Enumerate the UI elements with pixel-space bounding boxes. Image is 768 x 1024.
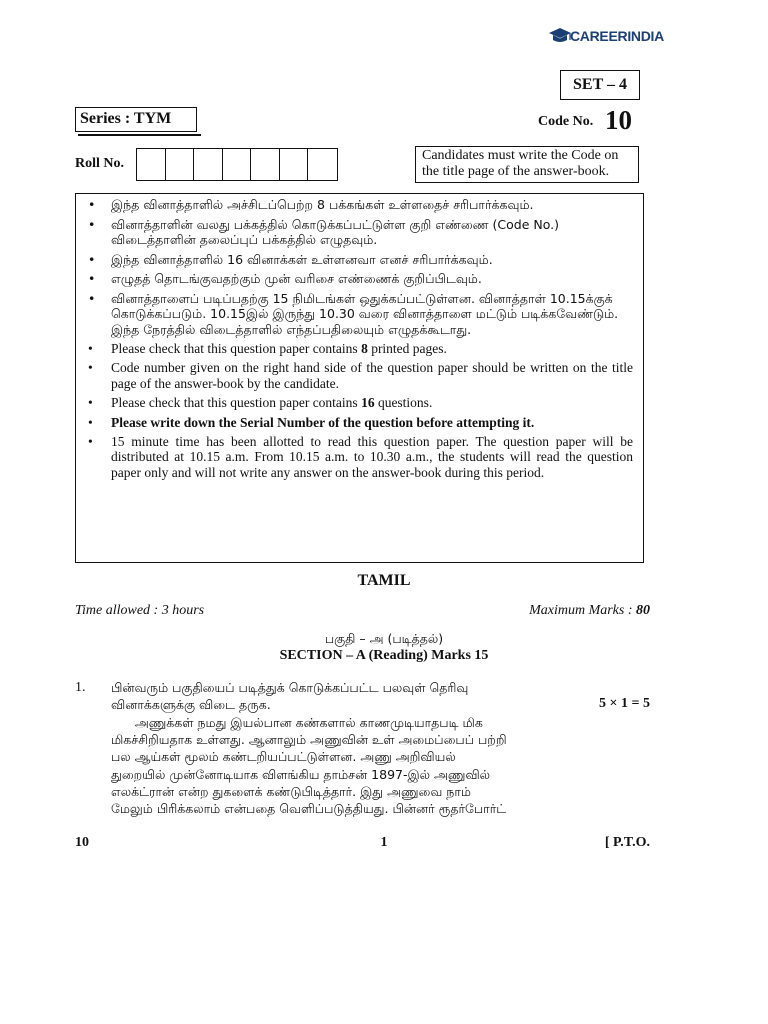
bullet-icon: •: [88, 251, 96, 267]
instruction-text: வினாத்தாளின் வலது பக்கத்தில் கொடுக்கப்பட்டுள்ள குறி எண்ணை (Code No.) விடைத்தாளின் தலைப்புப் பக்கத்தில் எழுதவும்.: [111, 216, 560, 247]
instruction-text: Please write down the Serial Number of the question before attempting it.: [111, 414, 535, 430]
passage-line: துறையில் முன்னோடியாக விளங்கிய தாம்சன் 1897-இல் அணுவில்: [111, 766, 491, 782]
instruction-tamil: [76, 252, 643, 268]
prompt-line: பின்வரும் பகுதியைப் படித்துக் கொடுக்கப்பட்ட பலவுள் தெரிவு: [111, 680, 469, 695]
code-value: 10: [605, 105, 632, 135]
instruction-text: Code number given on the right hand side of the question paper should be written on the title page of the answer-book by the candidate.: [111, 360, 633, 391]
careerindia-logo: [548, 22, 668, 50]
instruction-text: Please check that this question paper contains: [111, 341, 362, 356]
roll-cell: [194, 149, 223, 180]
bullet-icon: •: [88, 216, 96, 232]
code-label: Code No.: [538, 114, 594, 129]
section-title: SECTION – A (Reading) Marks 15: [279, 648, 489, 663]
passage-line: அணுக்கள் நமது இயல்பான கண்களால் காணமுடியாதபடி மிக: [111, 715, 483, 730]
roll-label: Roll No.: [75, 156, 124, 171]
max-marks-value: 80: [636, 603, 650, 618]
maximum-marks: [529, 603, 650, 619]
part-title-tamil: பகுதி – அ (படித்தல்): [324, 631, 444, 646]
question-prompt: [111, 679, 649, 713]
roll-number-grid: [136, 148, 338, 181]
pto-label: [ P.T.O.: [604, 835, 650, 850]
graduation-cap-icon: [548, 26, 572, 46]
instruction-tamil: [76, 197, 643, 213]
instructions-list: [76, 197, 643, 484]
instruction-tamil: [76, 271, 643, 287]
bullet-icon: •: [88, 395, 93, 411]
roll-cell: [137, 149, 166, 180]
instruction-text: Please check that this question paper contains: [111, 395, 362, 411]
bullet-icon: •: [88, 197, 96, 212]
subject-title: TAMIL: [357, 572, 411, 589]
candidate-note: Candidates must write the Code on the title page of the answer-book.: [415, 146, 639, 183]
instruction-text: printed pages.: [367, 341, 447, 356]
instructions-box: [75, 193, 644, 563]
instruction-english: [76, 341, 643, 356]
instruction-tamil: [76, 291, 643, 338]
passage-line: மேலும் பிரிக்கலாம் என்பதை வெளிப்படுத்தியது. பின்னர் ரூதர்போர்ட்: [111, 801, 507, 817]
time-allowed: Time allowed : 3 hours: [75, 603, 205, 618]
instruction-text: எழுதத் தொடங்குவதற்கும் முன் வரிசை எண்ணைக் குறிப்பிடவும்.: [111, 271, 482, 286]
footer-code: 10: [75, 835, 89, 850]
instruction-tamil: [76, 217, 643, 248]
roll-cell: [223, 149, 252, 180]
logo-text: CAREERINDIA: [570, 28, 664, 44]
page-number: 1: [380, 835, 388, 850]
instruction-english: [76, 415, 643, 430]
instruction-text: இந்த வினாத்தாளில் அச்சிடப்பெற்ற 8 பக்கங்கள் உள்ளதைச் சரிபார்க்கவும்.: [111, 197, 534, 212]
instruction-text: 15 minute time has been allotted to read this question paper. The question paper will be distributed at 10.15 a.m. From 10.15 a.m. to 10.30 a.m., the students will read the question paper only and will not write any answer on the answer-book during this period.: [111, 434, 633, 480]
instruction-text: questions.: [374, 395, 433, 411]
passage-line: மிகச்சிறியதாக உள்ளது. ஆனாலும் அணுவின் உள் அமைப்பைப் பற்றி: [111, 732, 507, 748]
bullet-icon: •: [88, 341, 93, 356]
passage-line: பல ஆய்கள் மூலம் கண்டறியப்பட்டுள்ளன. அணு அறிவியல்: [111, 749, 456, 765]
passage-line: எலக்ட்ரான் என்ற துகளைக் கண்டுபிடித்தார். இது அணுவை நாம்: [111, 783, 471, 799]
instruction-english: [76, 434, 643, 480]
instruction-english: [76, 395, 643, 410]
series-label: Series : TYM: [75, 107, 197, 132]
question-number: 1.: [75, 680, 86, 695]
roll-cell: [280, 149, 309, 180]
reading-passage: [111, 714, 649, 817]
roll-cell: [251, 149, 280, 180]
bullet-icon: •: [88, 414, 93, 430]
roll-cell: [308, 149, 337, 180]
max-marks-label: Maximum Marks :: [529, 603, 636, 618]
instruction-text: இந்த வினாத்தாளில் 16 வினாக்கள் உள்ளனவா எனச் சரிபார்க்கவும்.: [111, 251, 493, 267]
question-marks: 5 × 1 = 5: [599, 696, 650, 711]
instruction-text: வினாத்தாளைப் படிப்பதற்கு 15 நிமிடங்கள் ஒதுக்கப்பட்டுள்ளன. வினாத்தாள் 10.15க்குக் கொடுக்கப்படும். 10.15இல் இருந்து 10.30 வரை வினாத்தாளை மட்டும் படிக்கவேண்டும். இந்த நேரத்தில் விடைத்தாளில் எந்தப்பதிலையும் எழுதக்கூடாது.: [111, 290, 619, 337]
bullet-icon: •: [88, 271, 96, 286]
set-label: SET – 4: [560, 70, 640, 100]
page-count: 8: [361, 341, 368, 356]
bullet-icon: •: [88, 360, 93, 376]
prompt-line: வினாக்களுக்கு விடை தருக.: [111, 697, 271, 712]
instruction-english: [76, 360, 643, 391]
bullet-icon: •: [88, 434, 93, 450]
roll-cell: [166, 149, 195, 180]
question-count: 16: [361, 395, 375, 411]
bullet-icon: •: [88, 290, 96, 306]
